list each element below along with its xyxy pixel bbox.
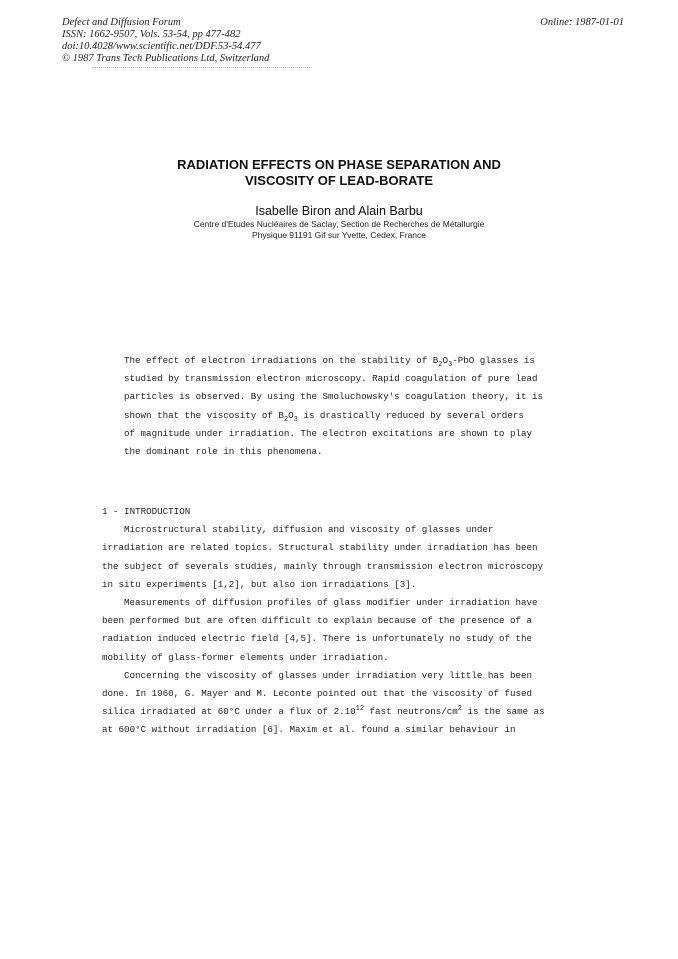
doi-line: doi:10.4028/www.scientific.net/DDF.53-54.477	[62, 41, 261, 52]
abstract-line: The effect of electron irradiations on the stability of $B_2O_3$-PbO glasses is	[124, 355, 535, 369]
paragraph-line: Concerning the viscosity of glasses under irradiation very little has been	[124, 669, 532, 681]
paragraph-line: Measurements of diffusion profiles of glass modifier under irradiation have	[124, 596, 538, 608]
paragraph-line: in situ experiments [1,2], but also ion irradiations [3].	[102, 578, 417, 590]
abstract-line: studied by transmission electron microscopy. Rapid coagulation of pure lead	[124, 373, 538, 385]
paper-title	[0, 157, 678, 189]
abstract	[124, 352, 564, 461]
affiliation-line-2: Physique 91191 Gif sur Yvette, Cedex, France	[251, 230, 427, 240]
paragraph-line: at 600°C without irradiation [6]. Maxim et al. found a similar behaviour in	[102, 724, 516, 736]
title-line-1: RADIATION EFFECTS ON PHASE SEPARATION AND	[177, 157, 501, 172]
paragraph-line: done. In 1960, G. Mayer and M. Leconte pointed out that the viscosity of fused	[102, 687, 533, 699]
journal-name: Defect and Diffusion Forum	[62, 17, 181, 28]
journal-header	[62, 17, 269, 65]
affiliation-line-1: Centre d'Etudes Nucléaires de Saclay, Section de Recherches de Métallurgie	[193, 219, 485, 229]
paragraph-line: been performed but are often difficult to explain because of the presence of a	[102, 615, 533, 627]
paragraph-line: the subject of severals studies, mainly through transmission electron microscopy	[102, 560, 544, 572]
abstract-line: shown that the viscosity of $B_2O_3$ is drastically reduced by several orders	[124, 409, 524, 424]
abstract-line: particles is observed. By using the Smoluchowsky's coagulation theory, it is	[124, 391, 544, 403]
authors: Isabelle Biron and Alain Barbu	[255, 204, 423, 218]
paragraph-line: Microstructural stability, diffusion and viscosity of glasses under	[124, 524, 494, 536]
paragraph-line: mobility of glass-former elements under irradiation.	[102, 651, 389, 663]
abstract-line: the dominant role in this phenomena.	[124, 445, 323, 457]
copyright-line: © 1987 Trans Tech Publications Ltd, Switzerland	[62, 53, 270, 64]
issn-line: ISSN: 1662-9507, Vols. 53-54, pp 477-482	[62, 29, 241, 40]
online-date: Online: 1987-01-01	[540, 17, 624, 28]
body-text	[102, 503, 582, 739]
paragraph-line: radiation induced electric field [4,5]. There is unfortunately no study of the	[102, 633, 533, 645]
title-line-2: VISCOSITY OF LEAD-BORATE	[244, 173, 434, 188]
scan-artifact	[92, 67, 312, 72]
section-heading: 1 - INTRODUCTION	[102, 506, 191, 517]
abstract-line: of magnitude under irradiation. The electron excitations are shown to play	[124, 427, 532, 439]
paragraph-line: silica irradiated at 60°C under a flux of 2.10$^{12}$ fast neutrons/$cm^2$ is the same as	[102, 705, 545, 718]
affiliation	[0, 219, 678, 241]
paragraph-line: irradiation are related topics. Structural stability under irradiation has been	[102, 542, 538, 554]
